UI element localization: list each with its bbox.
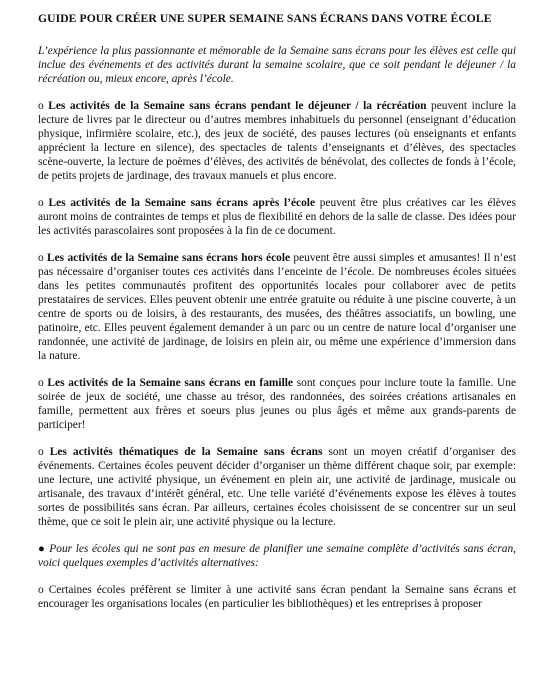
section-heading: Les activités de la Semaine sans écrans en famille	[47, 377, 293, 389]
section-text: peuvent être plus créatives car les élèves auront moins de contraintes de temps et plus de flexibilité en dehors de la salle de classe. Des idées pour les activités parascolaires sont proposées à la fin de ce document.	[38, 197, 516, 237]
section-marker: o	[38, 446, 50, 458]
document-page	[38, 12, 516, 611]
section-text: peuvent inclure la lecture de livres par le directeur ou d’autres membres inhabituels du personnel (enseignant d’éducation physique, infirmière scolaire, etc.), des jeux de société, des pauses lectures (où enseignants et enfants apprécient la lecture en silence), des spectacles de talents d’enseignants et d’élèves, des spectacles scène-ouverte, la lecture de poèmes d’élèves, des activités de bénévolat, des collectes de fonds à l’école, de petits projets de jardinage, des travaux manuels et plus encore.	[38, 100, 517, 182]
section-text: sont conçues pour inclure toute la famille. Une soirée de jeux de société, une chasse au trésor, des randonnées, des soirées créations artisanales en famille, permettent aux frères et soeurs plus jeunes ou plus âgés et même aux grands-parents de participer!	[38, 377, 516, 431]
section-thematic	[38, 445, 516, 529]
section-marker: o	[38, 377, 48, 389]
intro-paragraph: L’expérience la plus passionnante et mémorable de la Semaine sans écrans pour les élèves est celle qui inclue des événements et des activités durant la semaine scolaire, que ce soit pendant le déjeuner / la récréation ou, mieux encore, après l’école.	[38, 45, 516, 85]
document-title: GUIDE POUR CRÉER UNE SUPER SEMAINE SANS ÉCRANS DANS VOTRE ÉCOLE	[38, 12, 492, 25]
section-heading: Les activités de la Semaine sans écrans après l’école	[48, 197, 316, 209]
section-family	[38, 376, 516, 432]
section-text: peuvent être aussi simples et amusantes! Il n’est pas nécessaire d’organiser toutes ces activités dans l’enceinte de l’école. De nombreuses écoles situées dans les petites communautés profitent des opportunités locales pour collaborer avec de petits prestataires de services. Elles peuvent obtenir une entrée gratuite ou réduite à une piscine couverte, à un centre de sports ou de loisirs, à des restaurants, des musées, des théâtres associatifs, un bowling, une patinoire, etc. Elles peuvent également demander à un parc ou un centre de nature local d’organiser une randonnée, une activité de jardinage, de loisirs en plein air, ou même une expérience d’immersion dans la nature.	[38, 252, 517, 362]
section-heading: Les activités de la Semaine sans écrans hors école	[47, 252, 291, 264]
section-after-school	[38, 196, 516, 238]
section-outside-school	[38, 251, 516, 363]
section-heading: Les activités thématiques de la Semaine sans écrans	[49, 446, 323, 458]
section-heading: Les activités de la Semaine sans écrans pendant le déjeuner / la récréation	[48, 100, 427, 112]
alternative-activities-note: ● Pour les écoles qui ne sont pas en mesure de planifier une semaine complète d’activités sans écran, voici quelques exemples d’activités alternatives:	[38, 543, 516, 569]
section-marker: o	[38, 197, 49, 209]
section-text: sont un moyen créatif d’organiser des événements. Certaines écoles peuvent décider d’organiser un thème différent chaque soir, par exemple: une lecture, une activité physique, un événement en plein air, une activité de jardinage, musicale ou artisanale, des travaux d’intérêt général, etc. Une telle variété d’événements expose les élèves à toutes sortes de possibilités sans écran. Par ailleurs, certaines écoles choisissent de se concentrer sur un seul thème, que ce soit le plein air, une activité physique ou la lecture.	[38, 446, 516, 528]
section-marker: o	[38, 100, 49, 112]
section-marker: o	[38, 252, 48, 264]
section-lunch-recess	[38, 99, 516, 183]
final-paragraph: o Certaines écoles préfèrent se limiter à une activité sans écran pendant la Semaine sans écrans et encourager les organisations locales (en particulier les bibliothèques) et les entreprises à proposer	[38, 584, 516, 610]
